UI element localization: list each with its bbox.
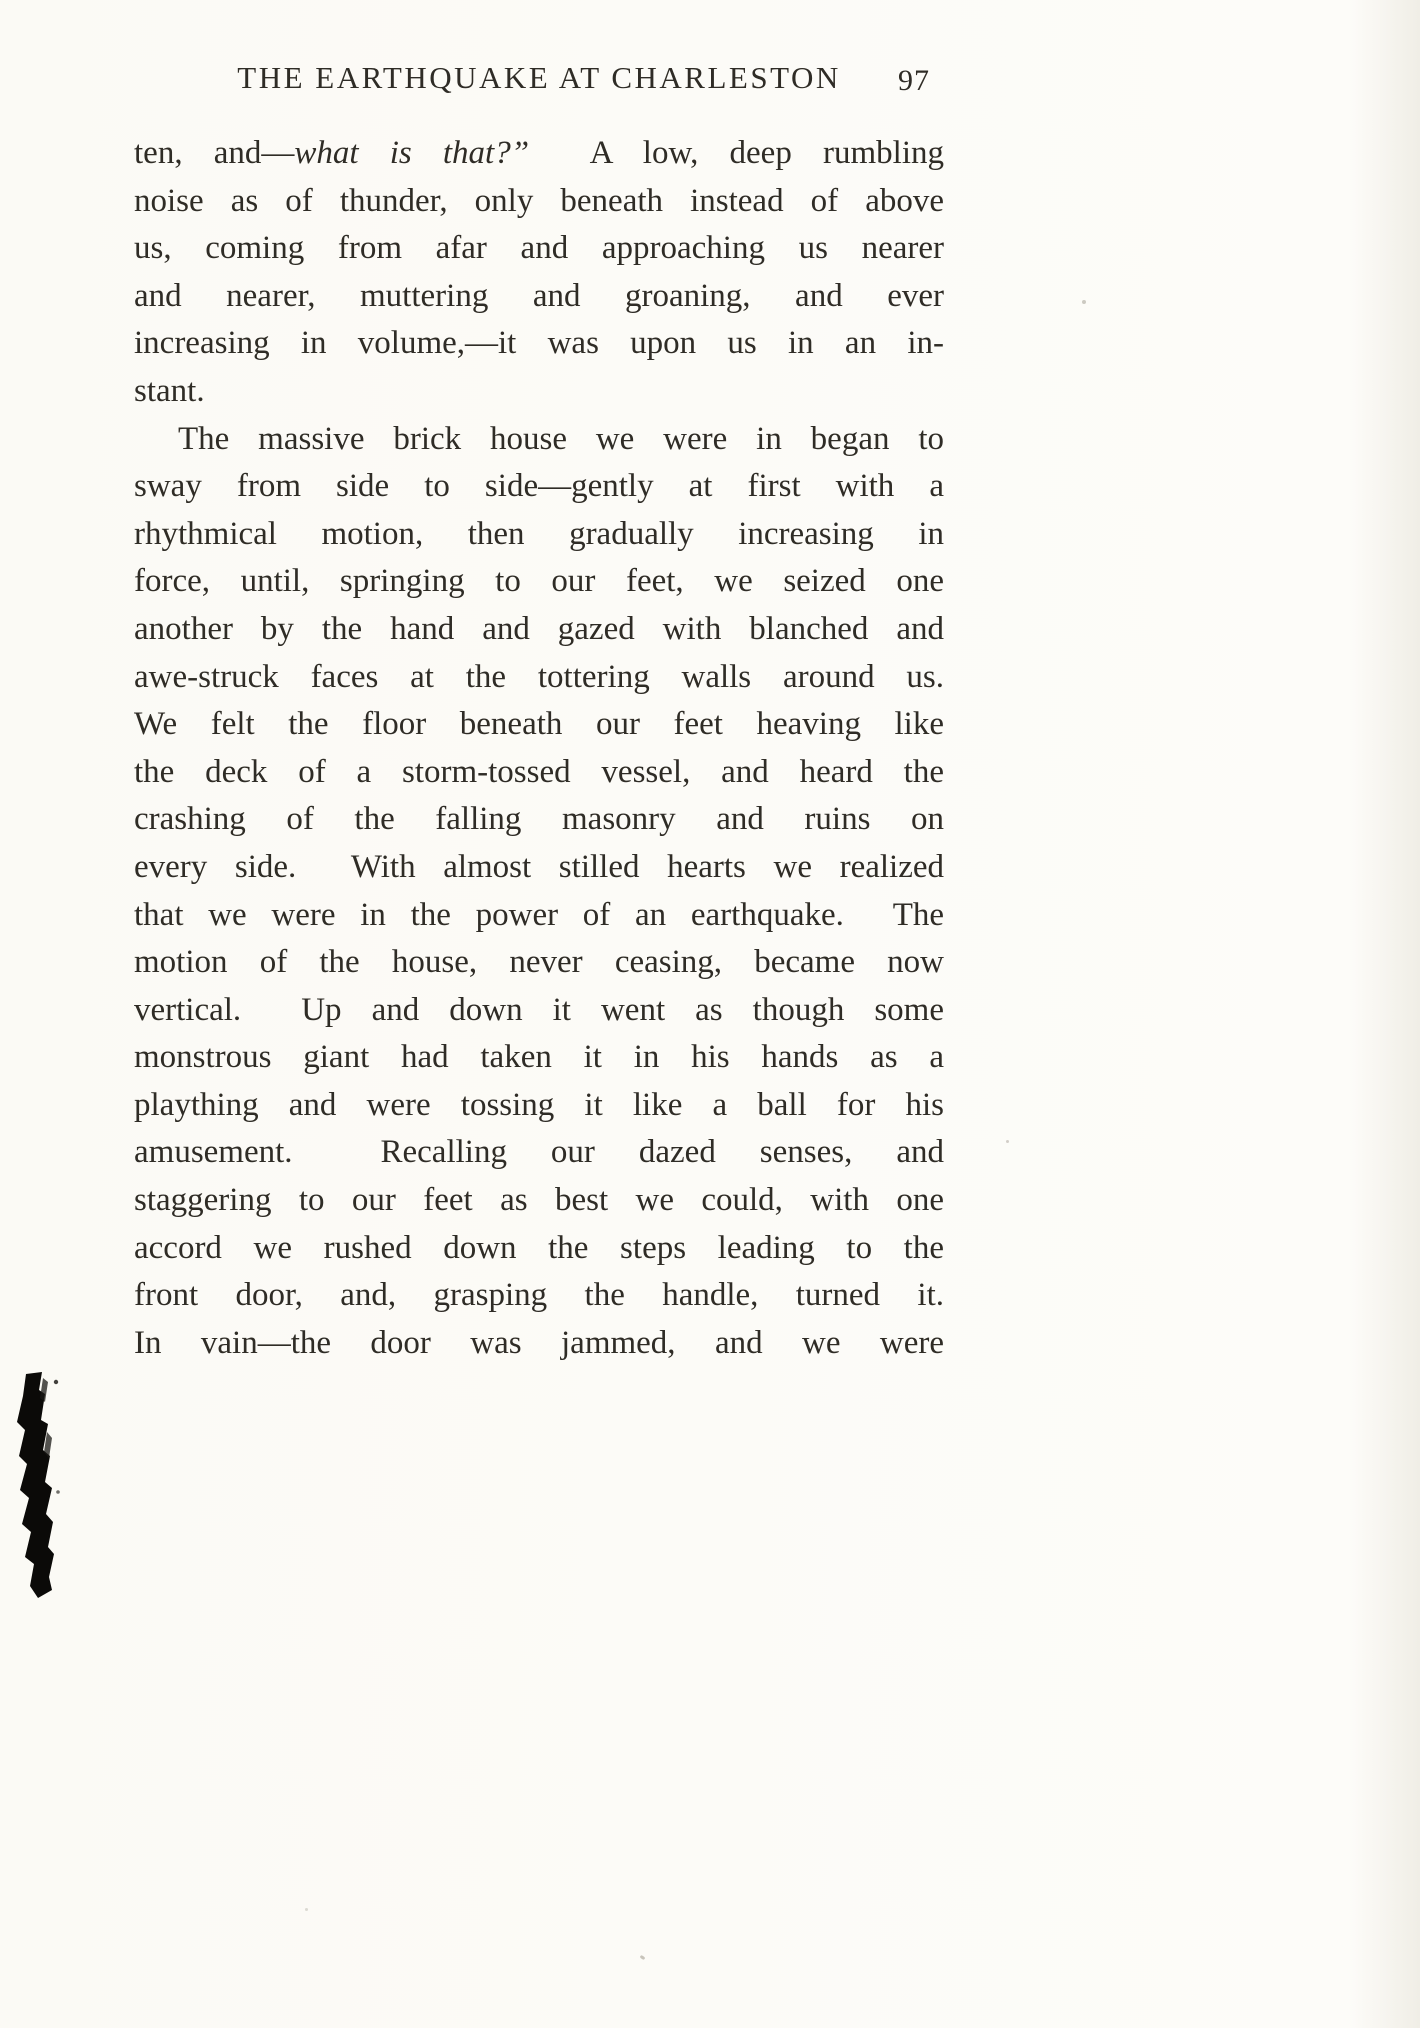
text-span: sway from side to side—gently at first with a: [134, 468, 944, 505]
text-line: [134, 368, 944, 416]
text-line: [134, 749, 944, 797]
text-span: stant.: [134, 372, 205, 409]
scan-speck: [1006, 1140, 1009, 1143]
text-line: [134, 463, 944, 511]
text-span: and nearer, muttering and groaning, and ever: [134, 277, 944, 314]
text-span: In vain—the door was jammed, and we were: [134, 1324, 944, 1361]
page-number: 97: [898, 64, 930, 97]
paragraph: [134, 130, 944, 416]
text-line: [134, 939, 944, 987]
text-line: [134, 511, 944, 559]
text-line: [134, 1320, 944, 1368]
text-span: force, until, springing to our feet, we seized one: [134, 563, 944, 600]
text-line: [134, 987, 944, 1035]
text-line: [134, 1177, 944, 1225]
text-span: another by the hand and gazed with blanched and: [134, 610, 944, 647]
text-line: [134, 1034, 944, 1082]
text-span: A low, deep rumbling: [529, 135, 944, 171]
text-line: [134, 130, 944, 178]
text-span: monstrous giant had taken it in his hands as a: [134, 1039, 944, 1076]
text-line: [134, 654, 944, 702]
text-line: [134, 273, 944, 321]
text-span: the deck of a storm-tossed vessel, and heard the: [134, 753, 944, 790]
text-line: [134, 225, 944, 273]
text-span: noise as of thunder, only beneath instead of above: [134, 182, 944, 219]
text-line: [134, 1272, 944, 1320]
running-header: [134, 60, 944, 96]
text-span: ten, and—: [134, 135, 295, 171]
text-span: front door, and, grasping the handle, turned it.: [134, 1277, 944, 1314]
text-span: crashing of the falling masonry and ruins on: [134, 801, 944, 838]
text-line: [134, 416, 944, 464]
text-span: motion of the house, never ceasing, became now: [134, 944, 944, 981]
text-line: [134, 844, 944, 892]
text-span: that we were in the power of an earthquake. The: [134, 896, 944, 933]
text-span: The massive brick house we were in began to: [178, 420, 944, 457]
italic-text: what is that?”: [294, 135, 530, 171]
scan-speck: [640, 1955, 646, 1960]
text-line: [134, 178, 944, 226]
text-line: [134, 701, 944, 749]
scan-speck: [1082, 300, 1086, 304]
text-line: [134, 558, 944, 606]
text-line: [134, 1225, 944, 1273]
paragraph: [134, 416, 944, 1368]
ink-blot-artifact: [12, 1372, 64, 1600]
text-block: [134, 130, 944, 1367]
page-title: THE EARTHQUAKE AT CHARLESTON: [237, 60, 841, 95]
text-span: amusement. Recalling our dazed senses, and: [134, 1134, 944, 1171]
text-line: [134, 320, 944, 368]
text-span: vertical. Up and down it went as though some: [134, 991, 944, 1028]
text-span: every side. With almost stilled hearts we realized: [134, 848, 944, 885]
text-line: [134, 1082, 944, 1130]
text-line: [134, 796, 944, 844]
text-span: accord we rushed down the steps leading to the: [134, 1229, 944, 1266]
text-span: plaything and were tossing it like a ball for his: [134, 1086, 944, 1123]
text-span: We felt the floor beneath our feet heaving like: [134, 706, 944, 743]
text-span: awe-struck faces at the tottering walls around us.: [134, 658, 944, 695]
scan-speck: [305, 1908, 308, 1911]
text-span: staggering to our feet as best we could, with one: [134, 1182, 944, 1219]
text-line: [134, 1129, 944, 1177]
text-span: rhythmical motion, then gradually increasing in: [134, 515, 944, 552]
text-span: increasing in volume,—it was upon us in an in-: [134, 325, 944, 362]
text-line: [134, 892, 944, 940]
text-line: [134, 606, 944, 654]
text-span: us, coming from afar and approaching us nearer: [134, 230, 944, 267]
